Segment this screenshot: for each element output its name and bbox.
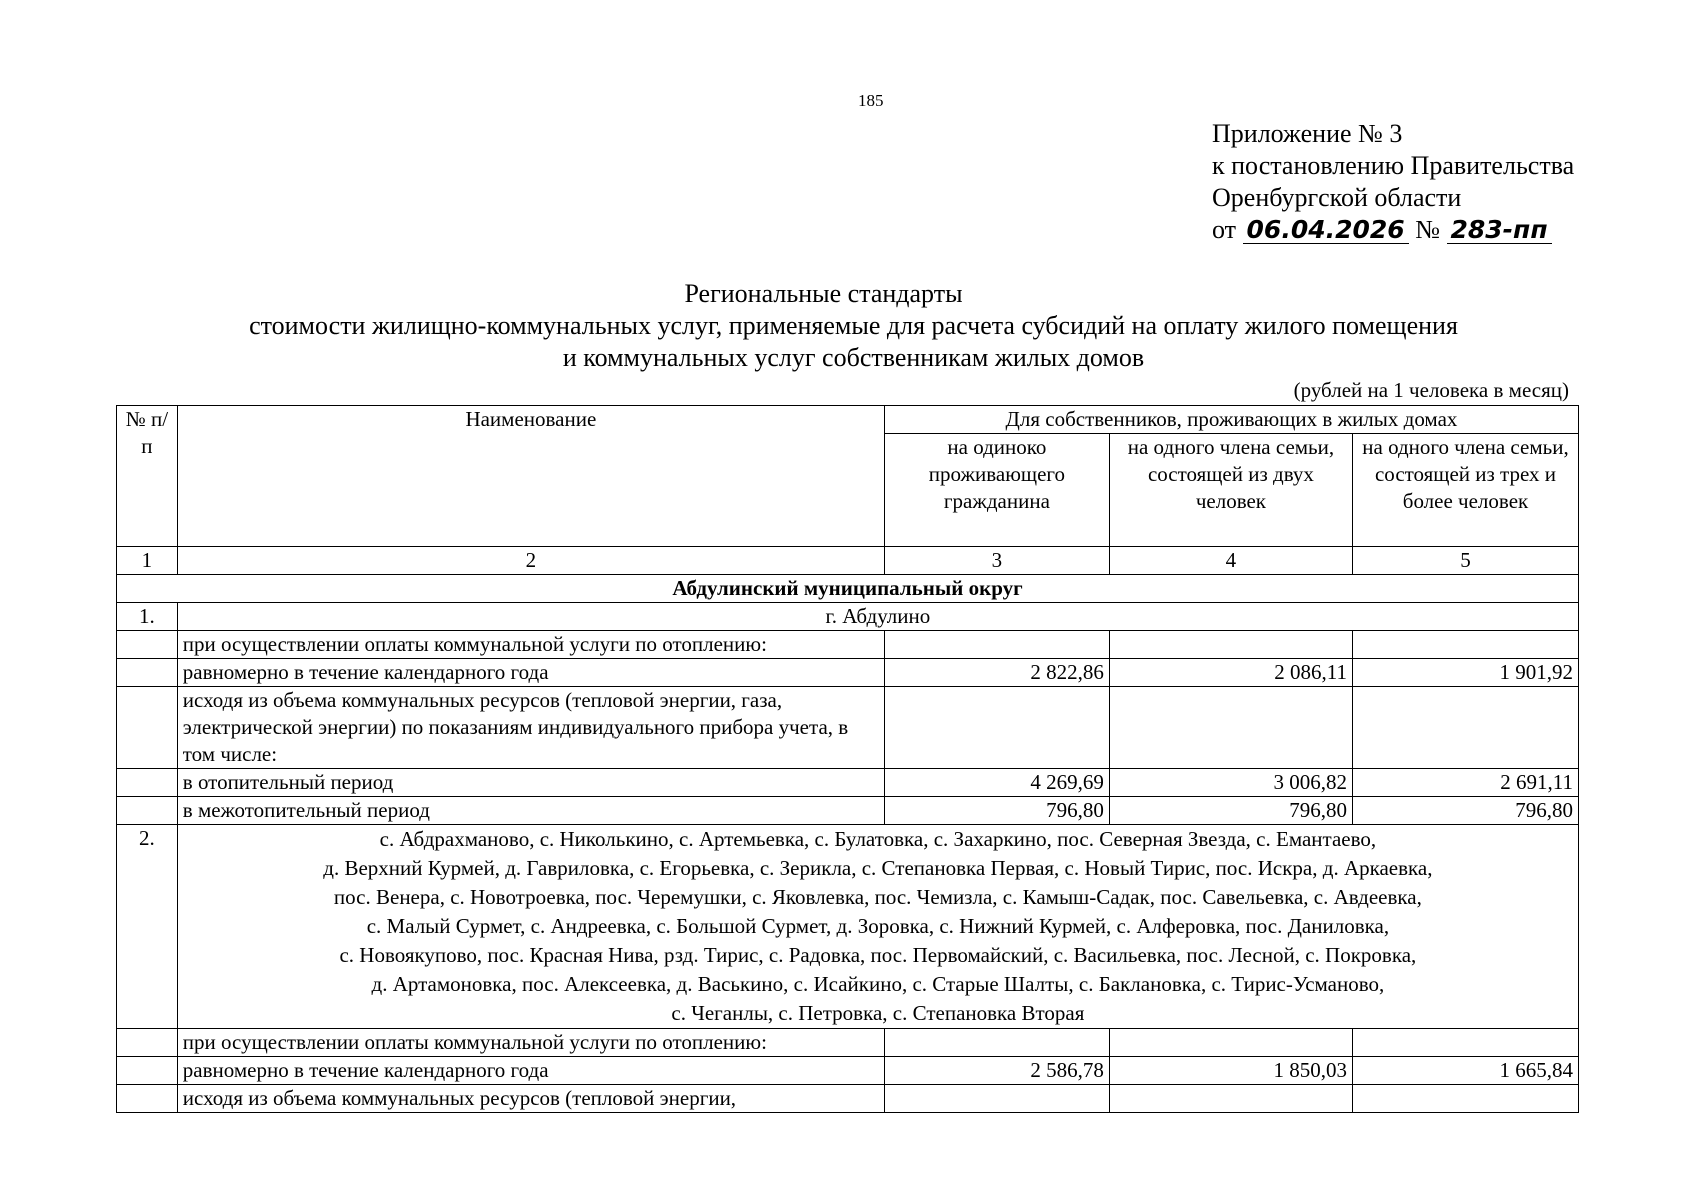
value-col4: 2 086,11: [1109, 659, 1352, 687]
row-label: равномерно в течение календарного года: [177, 659, 884, 687]
district-name: Абдулинский муниципальный округ: [117, 575, 1579, 603]
col-number: 5: [1353, 547, 1579, 575]
value-col5: [1353, 687, 1579, 769]
row-label: равномерно в течение календарного года: [177, 1057, 884, 1085]
value-col3: [884, 687, 1109, 769]
value-col3: 2 822,86: [884, 659, 1109, 687]
column-numbers-row: [117, 547, 1579, 575]
value-col3: [884, 1085, 1109, 1113]
value-col5: 1 665,84: [1353, 1057, 1579, 1085]
value-col3: 2 586,78: [884, 1057, 1109, 1085]
row-label: в отопительный период: [177, 769, 884, 797]
value-col5: 1 901,92: [1353, 659, 1579, 687]
table-row: [117, 1085, 1579, 1113]
header-col4: на одного члена семьи, состоящей из двух человек: [1109, 434, 1352, 547]
appendix-block: [1212, 118, 1574, 246]
header-col5: на одного члена семьи, состоящей из трех и более человек: [1353, 434, 1579, 547]
table-row: [117, 1029, 1579, 1057]
standards-table: [116, 405, 1579, 1113]
table-row: [117, 797, 1579, 825]
value-col4: 796,80: [1109, 797, 1352, 825]
row-label: при осуществлении оплаты коммунальной услуги по отоплению:: [177, 631, 884, 659]
page-number: 185: [858, 91, 884, 110]
settlements-line: д. Верхний Курмей, д. Гавриловка, с. Егорьевка, с. Зерикла, с. Степановка Первая, с. Новый Тирис, пос. Искра, д. Аркаевка,: [323, 856, 1433, 880]
section-number: 1.: [117, 603, 178, 631]
col-number: 2: [177, 547, 884, 575]
header-name: Наименование: [177, 406, 884, 547]
value-col3: 796,80: [884, 797, 1109, 825]
units-note: (рублей на 1 человека в месяц): [1293, 378, 1569, 402]
table-row: [117, 659, 1579, 687]
value-col3: [884, 1029, 1109, 1057]
settlements-line: д. Артамоновка, пос. Алексеевка, д. Васькино, с. Исайкино, с. Старые Шалты, с. Баклановка, с. Тирис-Усманово,: [371, 972, 1385, 996]
value-col4: [1109, 631, 1352, 659]
section-row: [117, 603, 1579, 631]
title-line-1: Региональные стандарты: [684, 279, 963, 308]
district-row: [117, 575, 1579, 603]
table-row: [117, 1057, 1579, 1085]
value-col3: [884, 631, 1109, 659]
value-col4: [1109, 1085, 1352, 1113]
value-col4: [1109, 687, 1352, 769]
header-group: Для собственников, проживающих в жилых домах: [884, 406, 1578, 434]
value-col5: [1353, 1029, 1579, 1057]
title-line-3: и коммунальных услуг собственникам жилых домов: [562, 343, 1145, 372]
appendix-line-1: Приложение № 3: [1212, 119, 1403, 148]
header-row-1: [117, 406, 1579, 434]
value-col4: [1109, 1029, 1352, 1057]
appendix-line-4: [1212, 214, 1574, 246]
section-settlements: [177, 825, 1578, 1029]
appendix-line-2: к постановлению Правительства: [1212, 151, 1575, 180]
value-col5: 2 691,11: [1353, 769, 1579, 797]
table-row: [117, 769, 1579, 797]
header-col3: на одиноко проживающего гражданина: [884, 434, 1109, 547]
section-place: г. Абдулино: [177, 603, 1578, 631]
row-label: при осуществлении оплаты коммунальной услуги по отоплению:: [177, 1029, 884, 1057]
value-col4: 3 006,82: [1109, 769, 1352, 797]
value-col4: 1 850,03: [1109, 1057, 1352, 1085]
section-row: [117, 825, 1579, 1029]
table-row: [117, 631, 1579, 659]
header-num: № п/п: [117, 406, 178, 547]
document-title: [0, 278, 1687, 374]
from-label: от: [1212, 215, 1237, 244]
col-number: 4: [1109, 547, 1352, 575]
title-line-2: стоимости жилищно-коммунальных услуг, применяемые для расчета субсидий на оплату жилого помещения: [249, 311, 1458, 340]
number-label: №: [1415, 215, 1440, 244]
row-label: в межотопительный период: [177, 797, 884, 825]
col-number: 1: [117, 547, 178, 575]
settlements-line: с. Чеганлы, с. Петровка, с. Степановка Вторая: [671, 1001, 1085, 1025]
row-label: исходя из объема коммунальных ресурсов (тепловой энергии, газа, электрической энергии) по показаниям индивидуального прибора учета, в том числе:: [177, 687, 884, 769]
row-label: исходя из объема коммунальных ресурсов (тепловой энергии,: [177, 1085, 884, 1113]
appendix-line-3: Оренбургской области: [1212, 183, 1462, 212]
value-col3: 4 269,69: [884, 769, 1109, 797]
settlements-line: с. Новоякупово, пос. Красная Нива, рзд. Тирис, с. Радовка, пос. Первомайский, с. Васильевка, пос. Лесной, с. Покровка,: [339, 943, 1417, 967]
resolution-number: 283-пп: [1447, 217, 1552, 244]
section-number: 2.: [117, 825, 178, 1029]
settlements-line: с. Малый Сурмет, с. Андреевка, с. Большой Сурмет, д. Зоровка, с. Нижний Курмей, с. Алферовка, пос. Даниловка,: [366, 914, 1390, 938]
table-row: [117, 687, 1579, 769]
settlements-line: с. Абдрахманово, с. Николькино, с. Артемьевка, с. Булатовка, с. Захаркино, пос. Северная Звезда, с. Емантаево,: [379, 827, 1377, 851]
resolution-date: 06.04.2026: [1243, 217, 1409, 244]
value-col5: [1353, 1085, 1579, 1113]
value-col5: [1353, 631, 1579, 659]
value-col5: 796,80: [1353, 797, 1579, 825]
col-number: 3: [884, 547, 1109, 575]
settlements-line: пос. Венера, с. Новотроевка, пос. Черемушки, с. Яковлевка, пос. Чемизла, с. Камыш-Садак, пос. Савельевка, с. Авдеевка,: [333, 885, 1422, 909]
